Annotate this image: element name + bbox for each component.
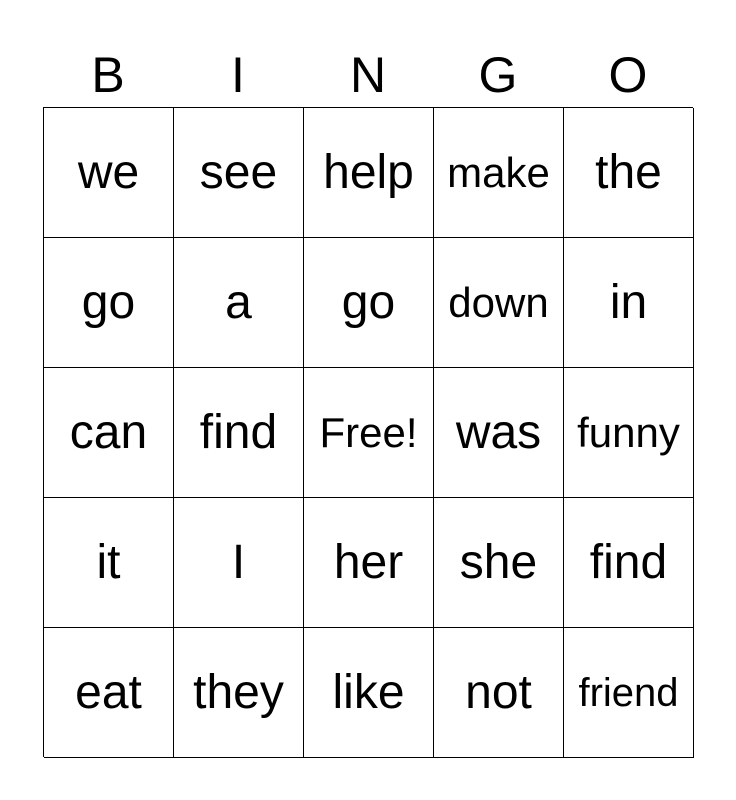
cell-word: the	[595, 145, 662, 199]
bingo-cell[interactable]	[44, 238, 174, 368]
cell-word: can	[69, 405, 148, 459]
bingo-cell[interactable]	[174, 108, 304, 238]
bingo-cell[interactable]	[44, 368, 174, 498]
cell-word: like	[332, 665, 405, 719]
bingo-cell[interactable]	[174, 498, 304, 628]
cell-word: friend	[578, 670, 679, 715]
bingo-cell[interactable]	[174, 368, 304, 498]
bingo-cell[interactable]	[564, 628, 694, 758]
bingo-cell[interactable]	[564, 238, 694, 368]
bingo-cell[interactable]	[304, 628, 434, 758]
cell-word: in	[609, 275, 648, 329]
cell-word: a	[225, 275, 252, 329]
cell-word: she	[459, 535, 538, 589]
bingo-cell[interactable]	[434, 238, 564, 368]
cell-word: not	[465, 665, 532, 719]
bingo-cell[interactable]	[44, 628, 174, 758]
bingo-cell[interactable]	[44, 498, 174, 628]
bingo-cell[interactable]	[564, 108, 694, 238]
cell-word: was	[455, 405, 542, 459]
cell-word: it	[96, 535, 121, 589]
free-space-cell[interactable]	[304, 368, 434, 498]
cell-word: I	[231, 535, 246, 589]
cell-word: her	[333, 535, 404, 589]
cell-word: find	[589, 535, 668, 589]
cell-word: we	[77, 145, 140, 199]
bingo-cell[interactable]	[304, 498, 434, 628]
cell-word: eat	[75, 665, 142, 719]
bingo-board	[43, 107, 693, 757]
header-letter-n: N	[349, 47, 387, 103]
bingo-cell[interactable]	[304, 108, 434, 238]
bingo-cell[interactable]	[434, 108, 564, 238]
header-letter-i: I	[231, 47, 245, 103]
bingo-cell[interactable]	[304, 238, 434, 368]
bingo-cell[interactable]	[174, 628, 304, 758]
cell-word: go	[341, 275, 396, 329]
cell-word: help	[323, 145, 414, 199]
bingo-cell[interactable]	[174, 238, 304, 368]
header-letter-o: O	[608, 47, 648, 103]
cell-word: find	[199, 405, 278, 459]
bingo-cell[interactable]	[434, 628, 564, 758]
header-letter-b: B	[91, 47, 125, 103]
bingo-cell[interactable]	[434, 498, 564, 628]
header-letter-g: G	[478, 47, 518, 103]
bingo-cell[interactable]	[44, 108, 174, 238]
cell-word: see	[199, 145, 278, 199]
free-space-label: Free!	[319, 408, 418, 456]
cell-word: down	[448, 278, 549, 326]
cell-word: go	[81, 275, 136, 329]
cell-word: funny	[577, 408, 680, 456]
bingo-cell[interactable]	[564, 498, 694, 628]
cell-word: make	[447, 148, 550, 196]
bingo-cell[interactable]	[564, 368, 694, 498]
bingo-cell[interactable]	[434, 368, 564, 498]
cell-word: they	[193, 665, 284, 719]
bingo-header	[43, 44, 693, 106]
